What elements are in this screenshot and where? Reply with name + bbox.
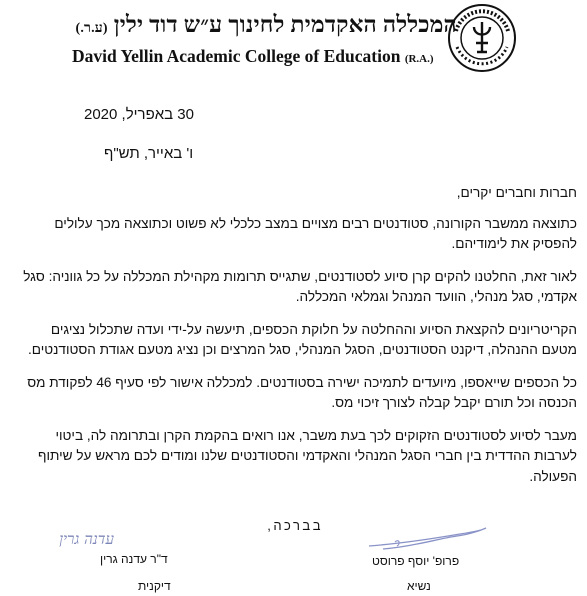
dean-handwritten-signature: עדנה גרין <box>59 530 114 548</box>
dean-name: ד"ר עדנה גרין <box>100 552 168 566</box>
dean-signature-icon <box>59 520 199 555</box>
letter-closing: בברכה, <box>267 518 323 533</box>
letter-paragraph-4: כל הכספים שייאספו, מיועדים לתמיכה ישירה בסטודנטים. למכללה אישור לפי סעיף 46 לפקודת מס הכנסה וכל תורם יקבל קבלה לצורך זיכוי מס. <box>27 374 577 410</box>
college-name-hebrew <box>37 12 457 38</box>
letter-paragraph-2: לאור זאת, החלטנו להקים קרן סיוע לסטודנטים, שתגייס תרומות מקהילת המכללה על כל גווניה: סגל אקדמי, סגל מנהלי, הוועד המנהל וגמלאי המכללה. <box>23 268 577 304</box>
college-suffix-english: (R.A.) <box>404 53 434 65</box>
president-title: נשיא <box>407 579 431 593</box>
college-name-english <box>72 46 452 67</box>
president-signature-icon <box>365 520 490 555</box>
college-name-english-text: David Yellin Academic College of Education <box>72 46 401 66</box>
college-name-hebrew-text: המכללה האקדמית לחינוך ע״ש דוד ילין <box>113 12 457 37</box>
letter-paragraph-3: הקריטריונים להקצאת הסיוע וההחלטה על חלוקת הכספים, תיעשה על-ידי ועדה שתכלול נציגים מטעם ההנהלה, דיקנט הסטודנטים, הסגל המנהלי, סגל המרצים וכן נציג מטעם אגודת הסטודנטים. <box>27 321 577 357</box>
letter-paragraph-5: מעבר לסיוע לסטודנטים הזקוקים לכך בעת משבר, אנו רואים בהקמת הקרן ובתרומה לה, ביטוי לערבות ההדדית בין חברי הסגל המנהלי והאקדמי והסטודנטים שלנו ומודים לכם מראש על שיתוף הפעולה. <box>38 427 577 484</box>
date-gregorian: 30 באפריל, 2020 <box>84 106 194 123</box>
president-name: פרופ' יוסף פרוסט <box>372 554 460 568</box>
college-seal-icon <box>447 3 517 73</box>
letter-body <box>17 183 577 499</box>
letter-greeting: חברות וחברים יקרים, <box>456 185 577 200</box>
date-hebrew: ו' באייר, תש"ף <box>104 145 194 162</box>
letter-paragraph-1: כתוצאה ממשבר הקורונה, סטודנטים רבים מצויים במצב כלכלי לא פשוט וכתוצאה מכך עלולים להפסיק את לימודיהם. <box>54 215 577 251</box>
dean-title: דיקנית <box>138 579 171 593</box>
college-suffix-hebrew: (ע.ר.) <box>75 21 108 36</box>
